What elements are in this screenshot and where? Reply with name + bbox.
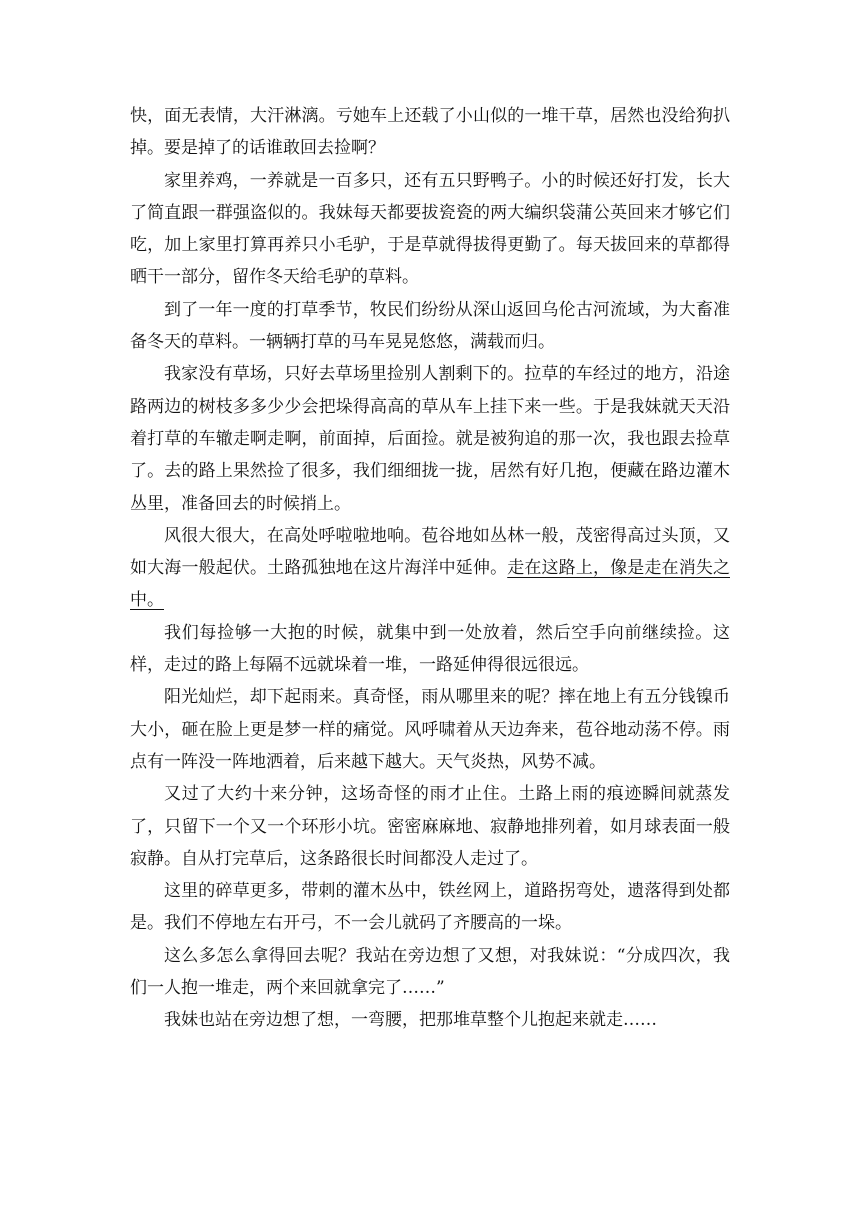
paragraph: 我们每捡够一大抱的时候，就集中到一处放着，然后空手向前继续捡。这样，走过的路上每隔不远就垛着一堆，一路延伸得很远很远。 xyxy=(130,622,730,676)
paragraph: 快，面无表情，大汗淋漓。亏她车上还载了小山似的一堆干草，居然也没给狗扒掉。要是掉了的话谁敢回去捡啊？ xyxy=(130,106,730,159)
paragraph: 我家没有草场，只好去草场里捡别人割剩下的。拉草的车经过的地方，沿途路两边的树枝多多少少会把垛得高高的草从车上挂下来一些。于是我妹就天天沿着打草的车辙走啊走啊，前面掉，后面捡。就是被狗追的那一次，我也跟去捡草了。去的路上果然捡了很多，我们细细拢一拢，居然有好几抱，便藏在路边灌木丛里，准备回去的时候捎上。 xyxy=(130,364,730,514)
paragraph: 又过了大约十来分钟，这场奇怪的雨才止住。土路上雨的痕迹瞬间就蒸发了，只留下一个又一个环形小坑。密密麻麻地、寂静地排列着，如月球表面一般寂静。自从打完草后，这条路很长时间都没人走过了。 xyxy=(130,784,730,869)
paragraph: 这里的碎草更多，带刺的灌木丛中，铁丝网上，道路拐弯处，遗落得到处都是。我们不停地左右开弓，不一会儿就码了齐腰高的一垛。 xyxy=(130,881,730,934)
paragraph: 阳光灿烂，却下起雨来。真奇怪，雨从哪里来的呢？摔在地上有五分钱镍币大小，砸在脸上更是梦一样的痛觉。风呼啸着从天边奔来，苞谷地动荡不停。雨点有一阵没一阵地洒着，后来越下越大。天气炎热，风势不减。 xyxy=(130,687,730,772)
underlined-sentence: 走在这路上，像是走在消失之中。 xyxy=(130,558,730,611)
paragraph: 这么多怎么拿得回去呢？我站在旁边想了又想，对我妹说：“分成四次，我们一人抱一堆走，两个来回就拿完了……” xyxy=(130,945,730,999)
paragraph: 我妹也站在旁边想了想，一弯腰，把那堆草整个儿抱起来就走…… xyxy=(164,1010,657,1031)
paragraph xyxy=(130,520,730,617)
document-page xyxy=(130,100,730,1037)
paragraph: 家里养鸡，一养就是一百多只，还有五只野鸭子。小的时候还好打发，长大了简直跟一群强盗似的。我妹每天都要拔瓷瓷的两大编织袋蒲公英回来才够它们吃，加上家里打算再养只小毛驴，于是草就得拔得更勤了。每天拔回来的草都得晒干一部分，留作冬天给毛驴的草料。 xyxy=(130,170,730,288)
paragraph-text: 风很大很大，在高处呼啦啦地响。苞谷地如丛林一般，茂密得高过头顶，又如大海一般起伏。土路孤独地在这片海洋中延伸。 xyxy=(130,525,730,579)
paragraph: 到了一年一度的打草季节，牧民们纷纷从深山返回乌伦古河流域，为大畜准备冬天的草料。一辆辆打草的马车晃晃悠悠，满载而归。 xyxy=(130,299,730,353)
